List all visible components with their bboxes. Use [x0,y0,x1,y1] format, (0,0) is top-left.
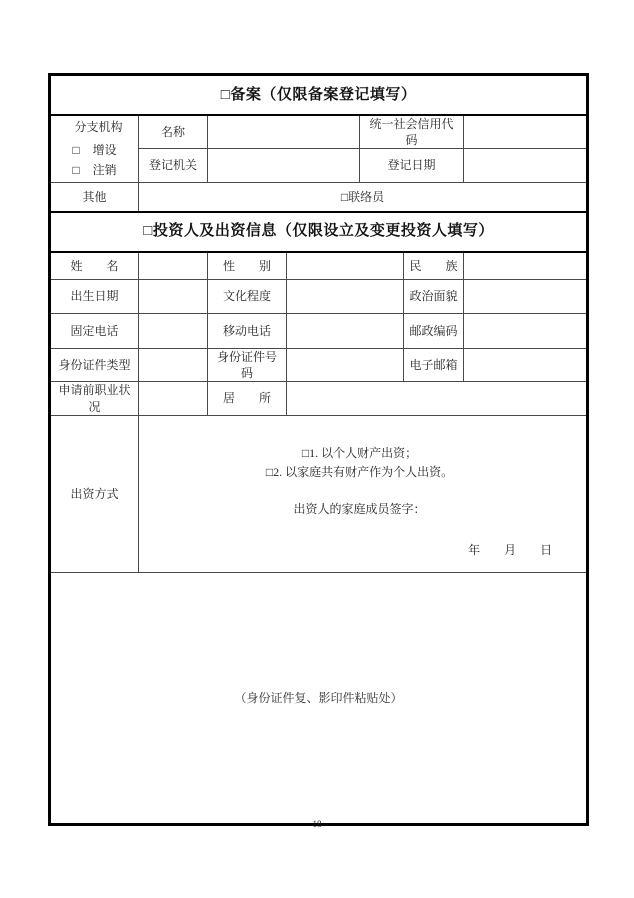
credit-code-label: 统一社会信用代码 [360,115,464,149]
mobile-phone-label: 移动电话 [208,314,287,349]
email-input[interactable] [464,349,588,382]
registration-date-input[interactable] [464,149,588,183]
branch-option-cancel [55,162,134,178]
branch-add-checkbox[interactable]: □ [72,142,80,157]
id-copy-paste-note: （身份证件复、影印件粘贴处） [234,690,403,705]
registration-form-table [48,73,589,826]
occupation-label: 申请前职业状况 [50,382,139,415]
liaison-label: 联络员 [348,189,385,204]
registry-authority-input[interactable] [208,149,360,183]
id-type-label: 身份证件类型 [50,349,139,382]
investor-name-input[interactable] [139,252,208,280]
political-status-label: 政治面貌 [404,280,464,314]
fixed-phone-input[interactable] [139,314,208,349]
investor-section-checkbox[interactable]: □ [143,222,153,240]
contribution-option-2-label: 2. 以家庭共有财产作为个人出资。 [273,464,454,479]
branch-name-label: 名称 [139,115,208,149]
credit-code-input[interactable] [464,115,588,149]
birth-date-label: 出生日期 [50,280,139,314]
branch-add-label: 增设 [92,142,117,157]
id-number-input[interactable] [287,349,404,382]
gender-input[interactable] [287,252,404,280]
investor-section-title-cell [50,212,588,252]
contribution-option-2-checkbox[interactable]: □ [265,464,274,479]
birth-date-input[interactable] [139,280,208,314]
contribution-option-1 [157,444,562,463]
ethnicity-label: 民 族 [404,252,464,280]
residence-input[interactable] [287,382,588,415]
fixed-phone-label: 固定电话 [50,314,139,349]
gender-label: 性 别 [208,252,287,280]
education-input[interactable] [287,280,404,314]
filing-section-title-cell [50,75,588,115]
id-number-label: 身份证件号码 [208,349,287,382]
branch-cancel-label: 注销 [92,162,117,177]
branch-cancel-checkbox[interactable]: □ [72,162,80,177]
email-label: 电子邮箱 [404,349,464,382]
id-type-input[interactable] [139,349,208,382]
ethnicity-input[interactable] [464,252,588,280]
page-number: 18 [312,819,322,829]
investor-name-label: 姓 名 [50,252,139,280]
contribution-option-1-checkbox[interactable]: □ [301,445,310,460]
postal-code-label: 邮政编码 [404,314,464,349]
education-label: 文化程度 [208,280,287,314]
contribution-method-label: 出资方式 [50,415,139,572]
branch-office-cell [50,115,139,183]
branch-option-add [55,142,134,158]
filing-section-checkbox[interactable]: □ [220,85,231,103]
branch-office-label: 分支机构 [74,120,123,135]
id-copy-paste-area [50,572,588,824]
family-signature-prompt: 出资人的家庭成员签字： [293,501,426,516]
contribution-option-2 [157,463,562,482]
form-page [48,73,586,826]
liaison-checkbox[interactable]: □ [340,189,349,204]
postal-code-input[interactable] [464,314,588,349]
branch-name-input[interactable] [208,115,360,149]
mobile-phone-input[interactable] [287,314,404,349]
filing-section-title: 备案（仅限备案登记填写） [230,85,417,103]
investor-section-title: 投资人及出资信息（仅限设立及变更投资人填写） [152,222,494,240]
political-status-input[interactable] [464,280,588,314]
registration-date-label: 登记日期 [360,149,464,183]
residence-label: 居 所 [208,382,287,415]
liaison-cell [139,183,588,212]
other-label: 其他 [50,183,139,212]
contribution-option-1-label: 1. 以个人财产出资； [309,445,418,460]
occupation-input[interactable] [139,382,208,415]
contribution-method-cell [139,415,588,572]
registry-authority-label: 登记机关 [139,149,208,183]
signature-date-line: 年 月 日 [468,542,553,557]
